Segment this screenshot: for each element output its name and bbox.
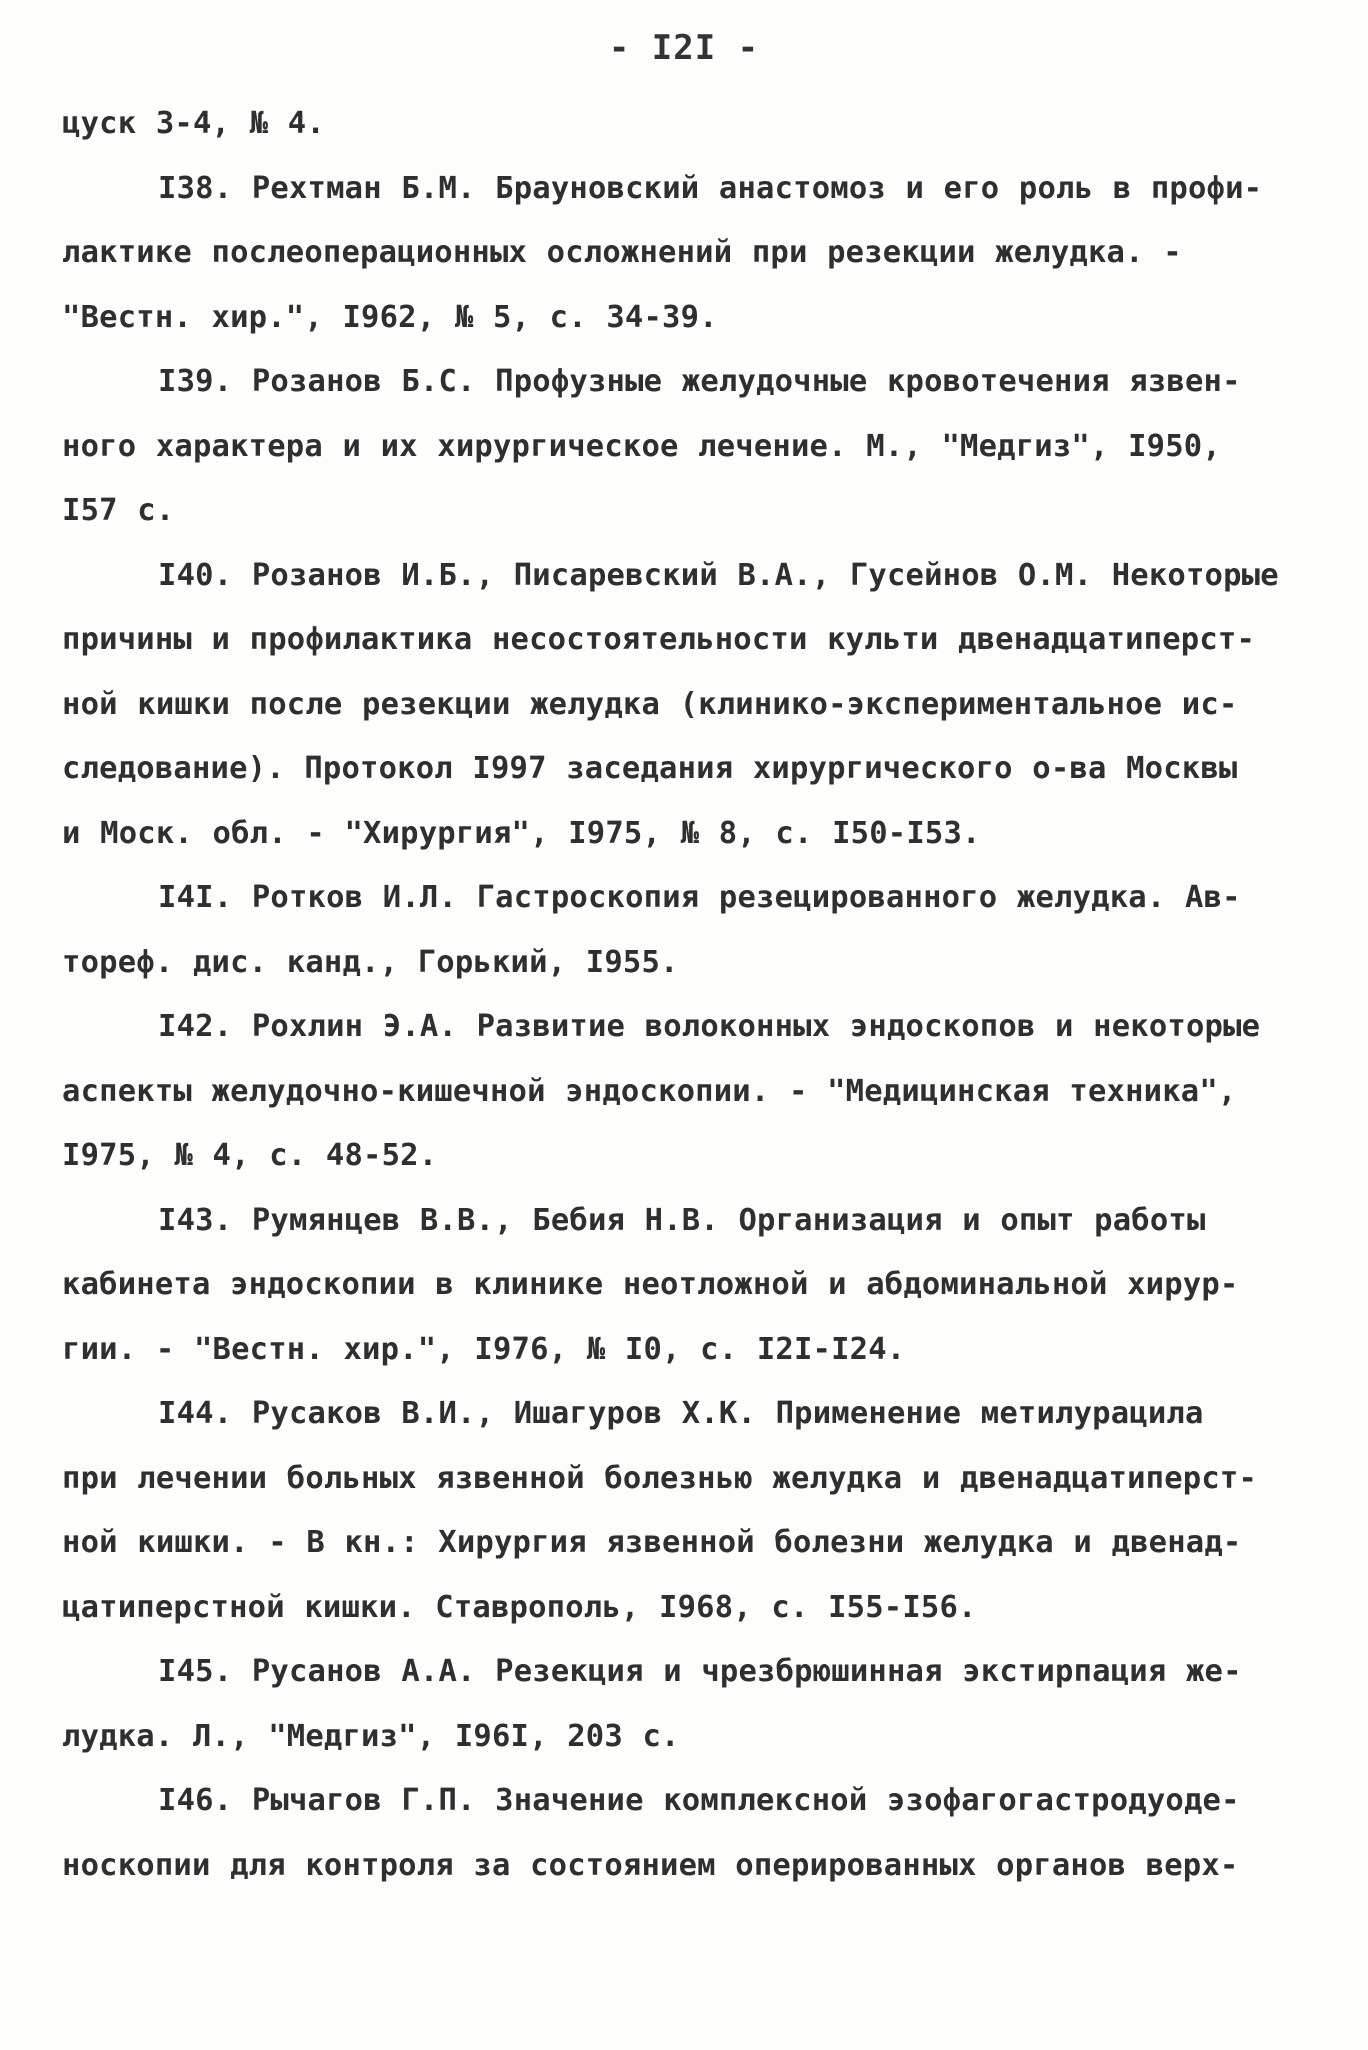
- bibliography-line: "Вестн. хир.", I962, № 5, с. 34-39.: [62, 299, 718, 335]
- bibliography-line: ного характера и их хирургическое лечение. М., "Медгиз", I950,: [62, 428, 1221, 464]
- bibliography-entry-start-line: I44. Русаков В.И., Ишагуров Х.К. Применение метилурацила: [158, 1396, 1204, 1431]
- bibliography-line: кабинета эндоскопии в клинике неотложной и абдоминальной хирур-: [62, 1267, 1239, 1302]
- page-number: - I2I -: [608, 28, 760, 68]
- bibliography-entry-start-line: I42. Рохлин Э.А. Развитие волоконных эндоскопов и некоторые: [158, 1009, 1261, 1044]
- bibliography-entry-start-line: I40. Розанов И.Б., Писаревский В.А., Гусейнов О.М. Некоторые: [158, 557, 1279, 593]
- bibliography-line: ной кишки. - В кн.: Хирургия язвенной болезни желудка и двенад-: [62, 1525, 1242, 1560]
- bibliography-line: цатиперстной кишки. Ставрополь, I968, с. I55-I56.: [62, 1589, 977, 1625]
- bibliography-entry-start-line: I43. Румянцев В.В., Бебия Н.В. Организация и опыт работы: [158, 1202, 1206, 1238]
- bibliography-line: причины и профилактика несостоятельности культи двенадцатиперст-: [62, 622, 1256, 657]
- bibliography-line: I57 с.: [62, 493, 175, 528]
- bibliography-line: при лечении больных язвенной болезнью желудка и двенадцатиперст-: [62, 1460, 1258, 1496]
- bibliography-line: носкопии для контроля за состоянием оперированных органов верх-: [62, 1847, 1239, 1883]
- bibliography-entry-start-line: I45. Русанов А.А. Резекция и чрезбрюшинная экстирпация же-: [158, 1654, 1242, 1689]
- bibliography-line: и Моск. обл. - "Хирургия", I975, № 8, с. I50-I53.: [62, 815, 981, 851]
- bibliography-entry-start-line: I39. Розанов Б.С. Профузные желудочные кровотечения язвен-: [158, 364, 1241, 399]
- bibliography-line: лудка. Л., "Медгиз", I96I, 203 с.: [62, 1718, 680, 1754]
- bibliography-line: ной кишки после резекции желудка (клинико-экспериментальное ис-: [62, 686, 1238, 722]
- bibliography-line: следование). Протокол I997 заседания хирургического о-ва Москвы: [62, 751, 1238, 786]
- bibliography-line: I975, № 4, с. 48-52.: [62, 1138, 438, 1173]
- bibliography-entry-start-line: I46. Рычагов Г.П. Значение комплексной эзофагогастродуоде-: [158, 1783, 1240, 1818]
- bibliography-text: [62, 92, 1302, 1898]
- bibliography-line: тореф. дис. канд., Горький, I955.: [62, 944, 679, 980]
- bibliography-line: аспекты желудочно-кишечной эндоскопии. - "Медицинская техника",: [62, 1073, 1237, 1109]
- bibliography-entry-start-line: I38. Рехтман Б.М. Брауновский анастомоз и его роль в профи-: [158, 170, 1263, 206]
- bibliography-line: гии. - "Вестн. хир.", I976, № I0, с. I2I-I24.: [62, 1331, 906, 1367]
- bibliography-line: лактике послеоперационных осложнений при резекции желудка. -: [62, 235, 1182, 270]
- bibliography-entry-start-line: I4I. Ротков И.Л. Гастроскопия резецированного желудка. Ав-: [158, 880, 1241, 915]
- bibliography-line: цуск 3-4, № 4.: [62, 106, 325, 141]
